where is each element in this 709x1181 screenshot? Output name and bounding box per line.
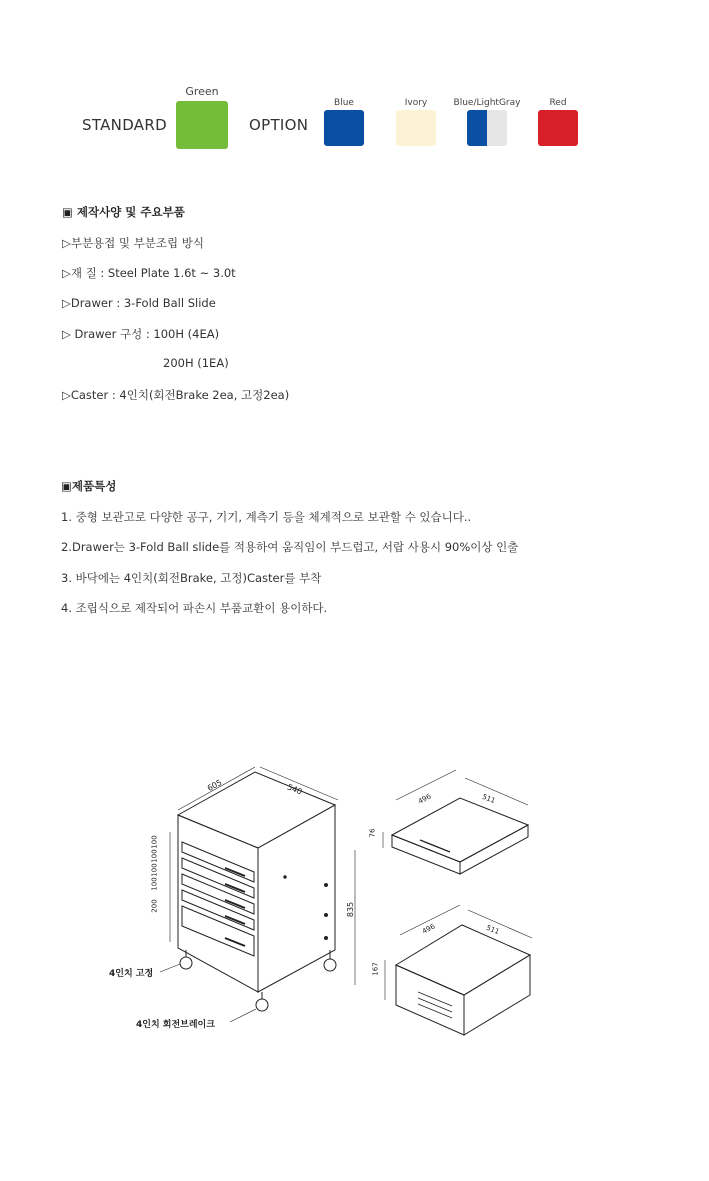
feature-line: 2.Drawer는 3-Fold Ball slide를 적용하여 움직임이 부드럽고, 서랍 사용시 90%이상 인출 — [61, 540, 519, 554]
spec-line: ▷재 질 : Steel Plate 1.6t ~ 3.0t — [62, 266, 236, 280]
dim-drawer-height: 100 — [150, 863, 159, 877]
swatch-ivory — [396, 110, 436, 146]
dim-cab-height: 835 — [346, 901, 356, 918]
spec-line: ▷Drawer : 3-Fold Ball Slide — [62, 296, 216, 310]
swatch-label-blue-lightgray: Blue/LightGray — [453, 98, 521, 108]
dim-large-drawer-depth: 496 — [420, 922, 437, 936]
dim-drawer-height: 100 — [150, 849, 159, 863]
feature-line: 1. 중형 보관고로 다양한 공구, 기기, 계측기 등을 체계적으로 보관할 수 있습니다.. — [61, 510, 472, 524]
feature-line: 3. 바닥에는 4인치(회전Brake, 고정)Caster를 부착 — [61, 571, 322, 585]
feature-line: 4. 조립식으로 제작되어 파손시 부품교환이 용이하다. — [61, 601, 328, 615]
dim-large-drawer-height: 167 — [371, 962, 380, 976]
swatch-label-green: Green — [185, 85, 219, 98]
swatch-lightgray-half — [487, 110, 507, 146]
dim-cab-width: 605 — [205, 777, 224, 794]
large-drawer-figure — [385, 905, 532, 1035]
dim-drawer-height: 100 — [150, 877, 159, 891]
swatch-blue-half — [467, 110, 487, 146]
features-heading: ▣제품특성 — [61, 479, 117, 493]
dim-cab-depth: 540 — [285, 782, 304, 797]
spec-heading: ▣ 제작사양 및 주요부품 — [62, 205, 185, 219]
standard-label: STANDARD — [82, 116, 167, 134]
small-drawer-figure — [383, 770, 528, 874]
swatch-label-ivory: Ivory — [404, 98, 428, 108]
option-label: OPTION — [249, 116, 309, 134]
dim-drawer-height: 100 — [150, 835, 159, 849]
cabinet-figure — [160, 767, 355, 1022]
dim-drawer-height: 200 — [150, 899, 159, 913]
cabinet-drawing — [100, 760, 540, 1050]
spec-line: ▷ Drawer 구성 : 100H (4EA) — [62, 327, 220, 341]
caster-swivel-label: 4인치 회전브레이크 — [136, 1020, 215, 1030]
dim-small-drawer-width: 511 — [480, 792, 497, 806]
dim-small-drawer-height: 76 — [368, 828, 377, 838]
swatch-label-red: Red — [549, 98, 567, 108]
swatch-blue — [324, 110, 364, 146]
dim-small-drawer-depth: 496 — [416, 792, 433, 806]
spec-line: ▷Caster : 4인치(회전Brake 2ea, 고정2ea) — [62, 388, 290, 402]
spec-line: ▷부분용접 및 부분조립 방식 — [62, 236, 205, 250]
swatch-green — [176, 101, 228, 149]
dim-large-drawer-width: 511 — [484, 923, 501, 937]
swatch-blue-lightgray — [467, 110, 507, 146]
swatch-label-blue: Blue — [334, 98, 354, 108]
spec-line: 200H (1EA) — [163, 356, 229, 370]
caster-fixed-label: 4인치 고정 — [109, 969, 154, 979]
swatch-red — [538, 110, 578, 146]
